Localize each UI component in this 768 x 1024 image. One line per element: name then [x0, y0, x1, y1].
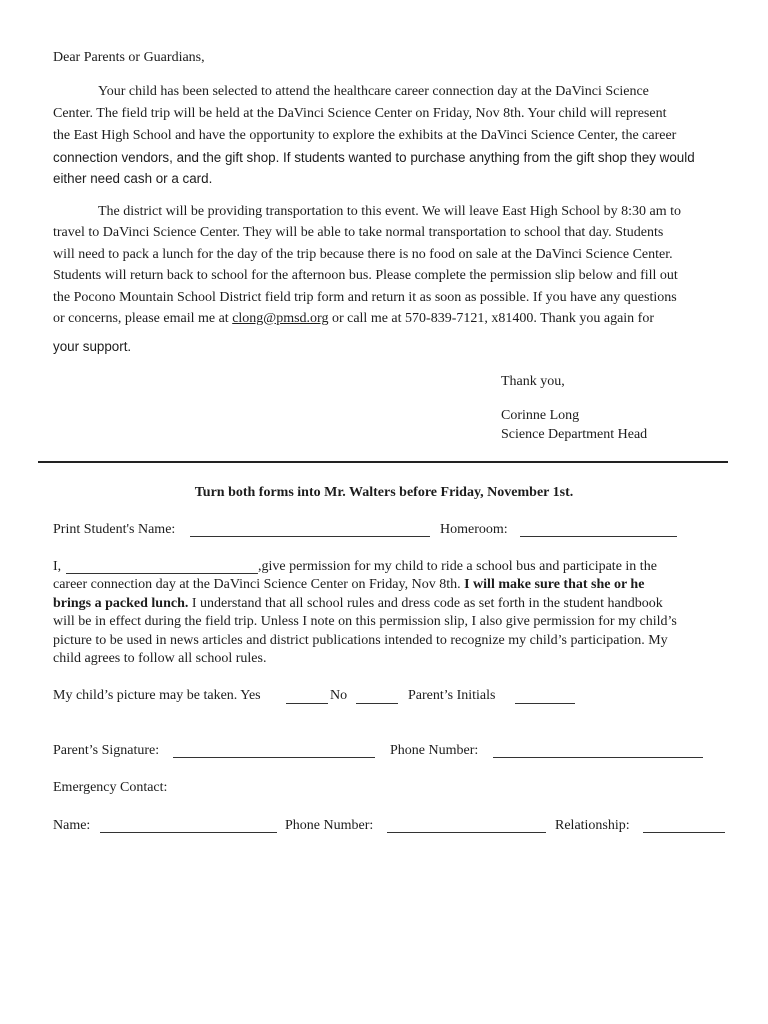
- picture-no-field[interactable]: [356, 703, 398, 704]
- parent-signature-field[interactable]: [173, 757, 375, 758]
- emergency-contact-label: Emergency Contact:: [53, 780, 168, 795]
- signer-name: Corinne Long: [501, 408, 580, 423]
- slip-instruction: Turn both forms into Mr. Walters before Friday, November 1st.: [194, 485, 574, 500]
- homeroom-label: Homeroom:: [440, 522, 508, 537]
- student-name-field[interactable]: [190, 536, 430, 537]
- paragraph-1-line-3: the East High School and have the opportunity to explore the exhibits at the DaVinci Science Center, the career: [53, 128, 677, 143]
- permission-line-6: child agrees to follow all school rules.: [53, 651, 267, 666]
- paragraph-2-line-2: travel to DaVinci Science Center. They will be able to take normal transportation to school that day. Students: [53, 225, 664, 240]
- permission-line-5: picture to be used in news articles and district publications intended to recognize my child’s participation. My: [53, 633, 668, 648]
- picture-yes-field[interactable]: [286, 703, 328, 704]
- paragraph-2-line-6-pre: or concerns, please email me at: [53, 311, 233, 326]
- picture-no-label: No: [330, 688, 348, 703]
- parent-phone-label: Phone Number:: [390, 743, 479, 758]
- paragraph-1-line-1: Your child has been selected to attend the healthcare career connection day at the DaVinci Science: [98, 84, 649, 99]
- parent-initials-field[interactable]: [515, 703, 575, 704]
- paragraph-1-line-4: connection vendors, and the gift shop. If students wanted to purchase anything from the gift shop they would: [53, 150, 695, 165]
- parent-phone-field[interactable]: [493, 757, 703, 758]
- paragraph-2-line-3: will need to pack a lunch for the day of the trip because there is no food on sale at the DaVinci Science Center.: [53, 247, 673, 262]
- parent-name-field[interactable]: [66, 573, 258, 574]
- salutation: Dear Parents or Guardians,: [53, 50, 205, 65]
- section-divider: [38, 461, 728, 463]
- ec-relationship-label: Relationship:: [555, 818, 630, 833]
- permission-line-3: [53, 594, 663, 614]
- paragraph-2-line-6-post: or call me at 570-839-7121, x81400. Thank you again for: [328, 311, 655, 326]
- paragraph-1-line-2: Center. The field trip will be held at the DaVinci Science Center on Friday, Nov 8th. Your child will represent: [53, 106, 667, 121]
- paragraph-2-line-6: [53, 309, 654, 329]
- permission-line-1: ,give permission for my child to ride a school bus and participate in the: [258, 559, 657, 574]
- permission-i: I,: [53, 559, 62, 574]
- paragraph-1-line-5: either need cash or a card.: [53, 171, 213, 186]
- paragraph-2-end: your support.: [53, 339, 132, 354]
- ec-phone-label: Phone Number:: [285, 818, 374, 833]
- ec-relationship-field[interactable]: [643, 832, 725, 833]
- permission-line-4: will be in effect during the field trip. Unless I note on this permission slip, I also give permission for my child’s: [53, 614, 677, 629]
- parent-initials-label: Parent’s Initials: [408, 688, 496, 703]
- paragraph-2-line-4: Students will return back to school for the afternoon bus. Please complete the permission slip below and fill out: [53, 268, 678, 283]
- closing: Thank you,: [501, 374, 565, 389]
- permission-line-2-text: career connection day at the DaVinci Science Center on Friday, Nov 8th.: [53, 577, 465, 592]
- paragraph-2-line-1: The district will be providing transportation to this event. We will leave East High School by 8:30 am to: [98, 204, 682, 219]
- ec-name-field[interactable]: [100, 832, 277, 833]
- permission-line-2: [53, 575, 644, 595]
- parent-signature-label: Parent’s Signature:: [53, 743, 160, 758]
- homeroom-field[interactable]: [520, 536, 677, 537]
- ec-name-label: Name:: [53, 818, 91, 833]
- email-link[interactable]: clong@pmsd.org: [232, 311, 329, 326]
- paragraph-2-line-5: the Pocono Mountain School District field trip form and return it as soon as possible. If you have any questions: [53, 290, 677, 305]
- permission-line-3-bold: brings a packed lunch.: [53, 596, 189, 611]
- permission-line-3-text: I understand that all school rules and dress code as set forth in the student handbook: [188, 596, 663, 611]
- picture-consent-label: My child’s picture may be taken. Yes: [53, 688, 261, 703]
- ec-phone-field[interactable]: [387, 832, 546, 833]
- signer-title: Science Department Head: [501, 427, 648, 442]
- permission-line-2-bold: I will make sure that she or he: [464, 577, 645, 592]
- student-name-label: Print Student's Name:: [53, 522, 176, 537]
